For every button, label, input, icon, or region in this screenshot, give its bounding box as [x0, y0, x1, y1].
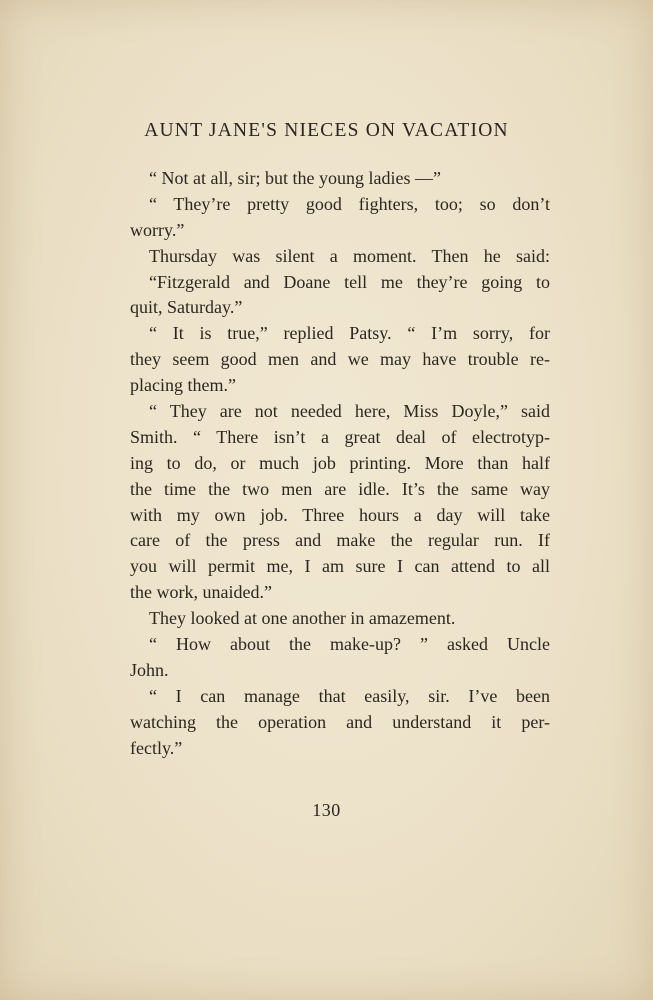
text-line: worry.” [130, 219, 185, 240]
text-line: “ I can manage that easily, sir. I’ve been [149, 685, 550, 706]
text-line: watching the operation and understand it per- [130, 711, 550, 732]
text-line: ing to do, or much job printing. More than half [130, 452, 550, 473]
text-line: “ They’re pretty good fighters, too; so don’t [149, 193, 550, 214]
text-line: with my own job. Three hours a day will take [130, 504, 550, 525]
text-line: care of the press and make the regular run. If [130, 530, 550, 551]
text-line: “ They are not needed here, Miss Doyle,” said [149, 401, 550, 422]
text-line: the time the two men are idle. It’s the same way [130, 478, 550, 499]
text-line: “ It is true,” replied Patsy. “ I’m sorry, for [149, 323, 550, 344]
text-line: “Fitzgerald and Doane tell me they’re going to [149, 271, 550, 292]
text-line: John. [130, 659, 169, 680]
body-text [130, 166, 550, 761]
page-number: 130 [312, 800, 341, 820]
text-line: “ How about the make-up? ” asked Uncle [149, 634, 550, 655]
text-line: They looked at one another in amazement. [149, 608, 456, 629]
text-line: “ Not at all, sir; but the young ladies —” [149, 168, 441, 188]
text-line: Thursday was silent a moment. Then he said: [149, 245, 550, 266]
text-line: the work, unaided.” [130, 582, 272, 603]
text-line: fectly.” [130, 737, 183, 758]
text-line: placing them.” [130, 375, 236, 396]
text-line: you will permit me, I am sure I can attend to all [130, 556, 550, 577]
text-line: Smith. “ There isn’t a great deal of electrotyp- [130, 426, 550, 447]
text-line: quit, Saturday.” [130, 297, 243, 318]
running-head: AUNT JANE'S NIECES ON VACATION [144, 120, 509, 141]
text-line: they seem good men and we may have trouble re- [130, 349, 550, 370]
